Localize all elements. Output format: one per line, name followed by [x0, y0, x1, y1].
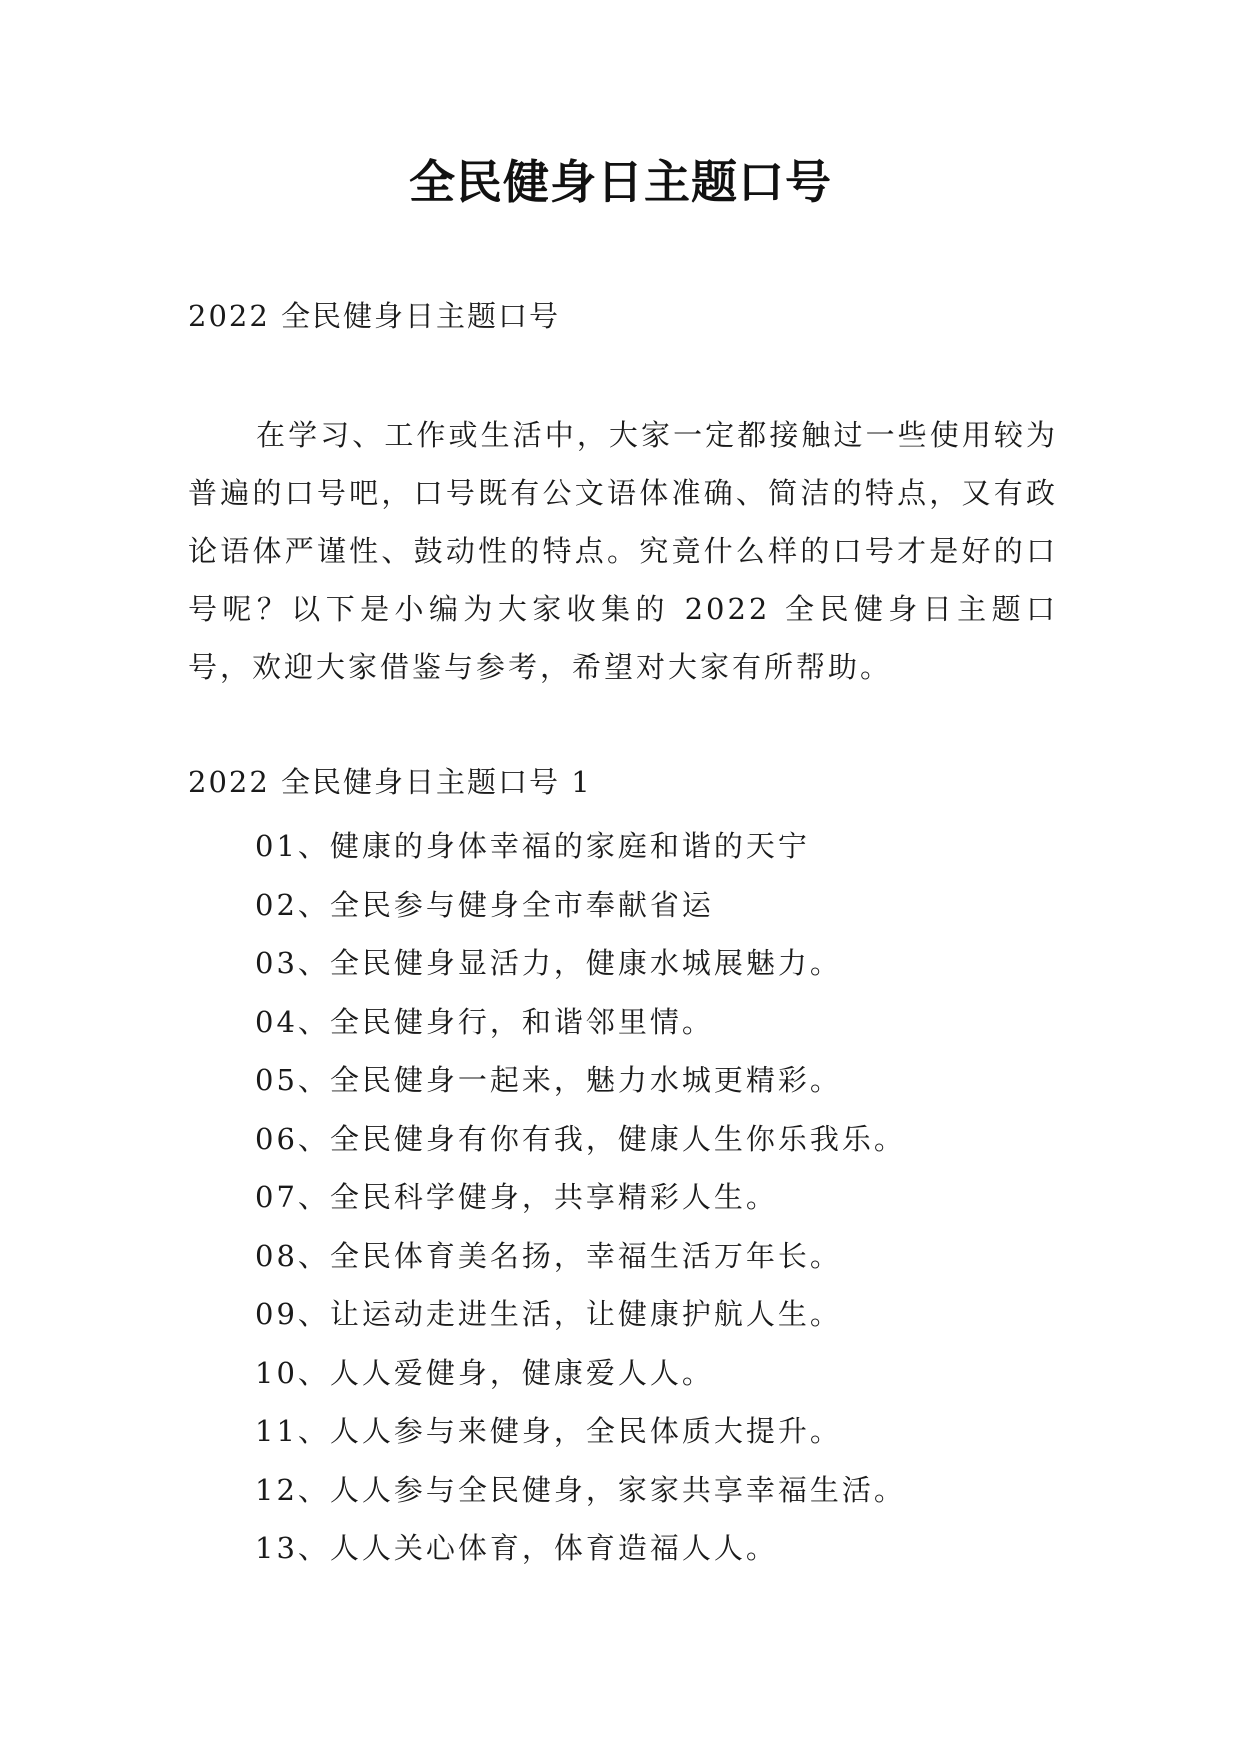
- slogan-item: 08、全民体育美名扬，幸福生活万年长。: [255, 1238, 842, 1273]
- slogan-item: 01、健康的身体幸福的家庭和谐的天宁: [255, 829, 810, 863]
- slogan-item: 07、全民科学健身，共享精彩人生。: [255, 1180, 778, 1214]
- slogan-item: 12、人人参与全民健身，家家共享幸福生活。: [255, 1472, 906, 1507]
- slogan-item: 02、全民参与健身全市奉献省运: [255, 887, 714, 922]
- slogan-item: 13、人人关心体育，体育造福人人。: [255, 1531, 778, 1565]
- slogan-item: 11、人人参与来健身，全民体质大提升。: [255, 1414, 842, 1448]
- slogan-item: 06、全民健身有你有我，健康人生你乐我乐。: [255, 1121, 906, 1156]
- slogan-item: 04、全民健身行，和谐邻里情。: [255, 1004, 714, 1039]
- slogan-item: 05、全民健身一起来，魅力水城更精彩。: [255, 1063, 842, 1097]
- slogan-item: 10、人人爱健身，健康爱人人。: [255, 1355, 714, 1390]
- document-subtitle: 2022 全民健身日主题口号: [188, 299, 561, 333]
- document-title: 全民健身日主题口号: [409, 155, 832, 209]
- slogan-item: 03、全民健身显活力，健康水城展魅力。: [255, 946, 842, 980]
- intro-paragraph: 在学习、工作或生活中，大家一定都接触过一些使用较为普遍的口号吧，口号既有公文语体准确、简洁的特点，又有政论语体严谨性、鼓动性的特点。究竟什么样的口号才是好的口号呢？以下是小编为大家收集的 2022 全民健身日主题口号，欢迎大家借鉴与参考，希望对大家有所帮助。: [188, 418, 1058, 684]
- slogan-item: 09、让运动走进生活，让健康护航人生。: [255, 1297, 842, 1331]
- slogan-list: [255, 817, 906, 1578]
- section-heading: 2022 全民健身日主题口号 1: [188, 765, 592, 799]
